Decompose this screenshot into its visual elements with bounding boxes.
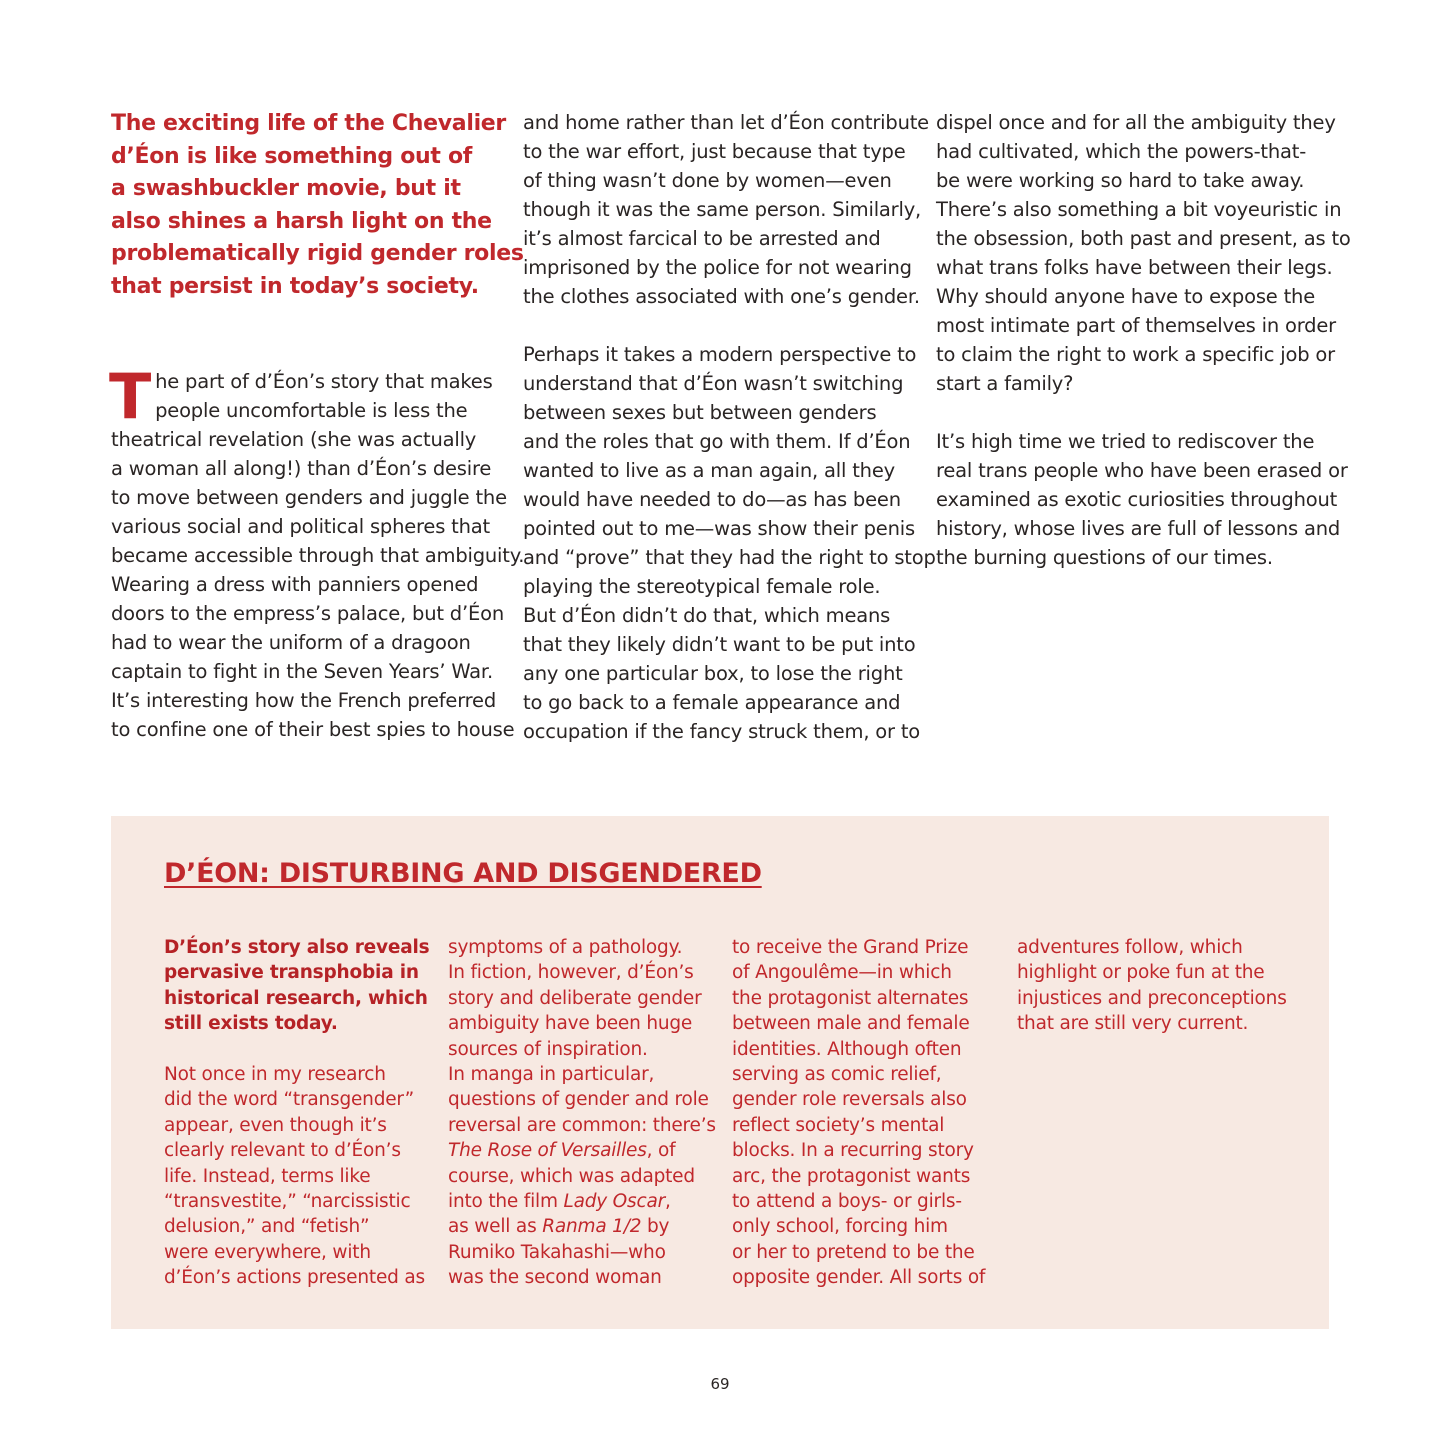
paragraph-gap <box>523 311 919 340</box>
sidebar-column-4 <box>1017 935 1287 1037</box>
sidebar-line <box>448 1189 718 1214</box>
body-line: captain to fight in the Seven Years’ War. <box>111 660 493 683</box>
sidebar-line: course, which was adapted <box>448 1165 695 1187</box>
body-line: the obsession, both past and present, as to <box>936 227 1351 250</box>
sidebar-line: symptoms of a pathology. <box>448 937 683 958</box>
article-column-3 <box>936 108 1351 572</box>
sidebar-line: identities. Although often <box>732 1038 962 1060</box>
sidebar-line: reversal are common: there’s <box>448 1114 716 1136</box>
body-line: most intimate part of themselves in order <box>936 314 1336 337</box>
body-line: imprisoned by the police for not wearing <box>523 256 912 279</box>
body-line: start a family? <box>936 372 1074 395</box>
sidebar-line: that are still very current. <box>1017 1013 1249 1035</box>
body-line: It’s interesting how the French preferred <box>111 689 497 712</box>
drop-cap: T <box>109 360 152 433</box>
body-line: understand that d’Éon wasn’t switching <box>523 372 904 395</box>
sidebar-line: serving as comic relief, <box>732 1064 942 1086</box>
text-fragment: , <box>665 1191 671 1213</box>
pull-quote-line: that persist in today’s society. <box>111 273 479 299</box>
body-line: Wearing a dress with panniers opened <box>111 573 479 596</box>
body-line: any one particular box, to lose the right <box>523 662 903 685</box>
sidebar-line: d’Éon’s actions presented as <box>164 1267 425 1289</box>
body-line: people uncomfortable is less the <box>155 399 468 422</box>
lead-line: historical research, which <box>164 987 428 1009</box>
sidebar-line: adventures follow, which <box>1017 937 1243 958</box>
body-line: pointed out to me—was show their penis <box>523 517 915 540</box>
sidebar-line: was the second woman <box>448 1267 662 1289</box>
sidebar-line: life. Instead, terms like <box>164 1165 371 1187</box>
sidebar-line: “transvestite,” “narcissistic <box>164 1191 411 1213</box>
text-fragment: by <box>641 1216 670 1238</box>
sidebar-line: to attend a boys- or girls- <box>732 1191 962 1213</box>
body-line: and the roles that go with them. If d’Éon <box>523 430 911 453</box>
pull-quote-line: The exciting life of the Chevalier <box>111 111 506 136</box>
sidebar-line: only school, forcing him <box>732 1216 948 1238</box>
sidebar-line: blocks. In a recurring story <box>732 1140 974 1162</box>
body-line: though it was the same person. Similarly, <box>523 198 922 221</box>
sidebar-line: Not once in my research <box>164 1064 386 1086</box>
page-number: 69 <box>710 1375 730 1393</box>
sidebar-title: D’ÉON: DISTURBING AND DISGENDERED <box>164 858 762 889</box>
manga-title-ranma: Ranma 1/2 <box>542 1216 642 1238</box>
body-line: became accessible through that ambiguity. <box>111 544 525 567</box>
body-line: had to wear the uniform of a dragoon <box>111 631 471 654</box>
text-fragment: as well as <box>448 1216 543 1238</box>
sidebar-column-2 <box>448 935 718 1291</box>
body-line: playing the stereotypical female role. <box>523 575 881 598</box>
body-line: it’s almost farcical to be arrested and <box>523 227 881 250</box>
body-line: the clothes associated with one’s gender. <box>523 285 920 308</box>
body-line: and “prove” that they had the right to stop <box>523 546 936 569</box>
sidebar-line: gender role reversals also <box>732 1089 967 1111</box>
paragraph <box>523 108 929 311</box>
body-line: of thing wasn’t done by women—even <box>523 169 892 192</box>
sidebar-column-1 <box>164 935 434 1291</box>
sidebar-line <box>448 1214 718 1239</box>
film-title-lady-oscar: Lady Oscar <box>563 1191 665 1213</box>
body-line: the burning questions of our times. <box>936 546 1273 569</box>
sidebar-line: highlight or poke fun at the <box>1017 962 1265 984</box>
pull-quote-line: problematically rigid gender roles <box>111 241 524 266</box>
sidebar-line: questions of gender and role <box>448 1089 709 1111</box>
sidebar-line: arc, the protagonist wants <box>732 1165 971 1187</box>
sidebar-line: appear, even though it’s <box>164 1114 387 1136</box>
body-line: had cultivated, which the powers-that- <box>936 140 1307 163</box>
body-line: and home rather than let d’Éon contribute <box>523 111 929 134</box>
body-line: to the war effort, just because that type <box>523 140 906 163</box>
body-line: to move between genders and juggle the <box>111 486 507 509</box>
body-line: Why should anyone have to expose the <box>936 285 1315 308</box>
lead-line: pervasive transphobia in <box>164 962 419 984</box>
sidebar-line: did the word “transgender” <box>164 1089 414 1111</box>
body-line: real trans people who have been erased or <box>936 459 1348 482</box>
body-line: to claim the right to work a specific job or <box>936 343 1335 366</box>
sidebar-line: clearly relevant to d’Éon’s <box>164 1140 401 1162</box>
body-line: wanted to live as a man again, all they <box>523 459 895 482</box>
paragraph <box>936 108 1351 398</box>
sidebar-line: injustices and preconceptions <box>1017 987 1287 1009</box>
paragraph <box>936 427 1348 572</box>
body-line: a woman all along!) than d’Éon’s desire <box>111 457 492 480</box>
body-line: doors to the empress’s palace, but d’Éon <box>111 602 504 625</box>
body-line: dispel once and for all the ambiguity they <box>936 111 1336 134</box>
text-fragment: , of <box>646 1140 676 1162</box>
sidebar-line: the protagonist alternates <box>732 987 969 1009</box>
sidebar-line: sources of inspiration. <box>448 1038 648 1060</box>
sidebar-line: Rumiko Takahashi—who <box>448 1241 666 1263</box>
sidebar-line: or her to pretend to be the <box>732 1241 975 1263</box>
body-line: theatrical revelation (she was actually <box>111 428 477 451</box>
body-line: There’s also something a bit voyeuristic in <box>936 198 1342 221</box>
body-line: Perhaps it takes a modern perspective to <box>523 343 917 366</box>
lead-line: D’Éon’s story also reveals <box>164 937 430 958</box>
body-line: occupation if the fancy struck them, or to <box>523 720 921 743</box>
lead-line: still exists today. <box>164 1013 338 1035</box>
sidebar-line: In fiction, however, d’Éon’s <box>448 962 694 984</box>
body-line: to go back to a female appearance and <box>523 691 901 714</box>
article-column-1 <box>109 108 525 744</box>
sidebar-line: between male and female <box>732 1013 970 1035</box>
sidebar-line: reflect society’s mental <box>732 1114 945 1136</box>
sidebar-line: story and deliberate gender <box>448 987 702 1009</box>
body-line: what trans folks have between their legs. <box>936 256 1333 279</box>
article-body-start <box>109 360 525 744</box>
body-line: between sexes but between genders <box>523 401 877 424</box>
pull-quote-line: also shines a harsh light on the <box>111 208 492 234</box>
manga-title-rose-of-versailles: The Rose of Versailles <box>448 1140 647 1162</box>
body-line: various social and political spheres that <box>111 515 490 538</box>
pull-quote-line: a swashbuckler movie, but it <box>111 176 461 201</box>
text-fragment: into the film <box>448 1191 564 1213</box>
sidebar-box <box>111 816 1329 1329</box>
body-line: be were working so hard to take away. <box>936 169 1305 192</box>
body-line: he part of d’Éon’s story that makes <box>155 370 493 393</box>
sidebar-line: were everywhere, with <box>164 1241 371 1263</box>
body-line: It’s high time we tried to rediscover the <box>936 430 1315 453</box>
body-line: that they likely didn’t want to be put into <box>523 633 916 656</box>
article-column-2 <box>523 108 936 746</box>
sidebar-line: In manga in particular, <box>448 1064 655 1086</box>
sidebar-line: to receive the Grand Prize <box>732 937 969 958</box>
sidebar-line <box>448 1138 718 1163</box>
paragraph <box>523 340 936 746</box>
paragraph-gap <box>936 398 1332 427</box>
body-line: history, whose lives are full of lessons and <box>936 517 1341 540</box>
pull-quote <box>111 108 524 303</box>
sidebar-line: ambiguity have been huge <box>448 1013 693 1035</box>
sidebar-line: of Angoulême—in which <box>732 962 952 984</box>
paragraph-gap <box>164 1037 434 1062</box>
sidebar-line: opposite gender. All sorts of <box>732 1267 986 1289</box>
body-line: to confine one of their best spies to house <box>111 718 515 741</box>
sidebar-lead <box>164 935 434 1037</box>
body-line: But d’Éon didn’t do that, which means <box>523 604 891 627</box>
sidebar-column-3 <box>732 935 1002 1291</box>
pull-quote-line: d’Éon is like something out of <box>111 143 473 169</box>
body-line: would have needed to do—as has been <box>523 488 901 511</box>
sidebar-line: delusion,” and “fetish” <box>164 1216 370 1238</box>
body-line: examined as exotic curiosities throughout <box>936 488 1338 511</box>
